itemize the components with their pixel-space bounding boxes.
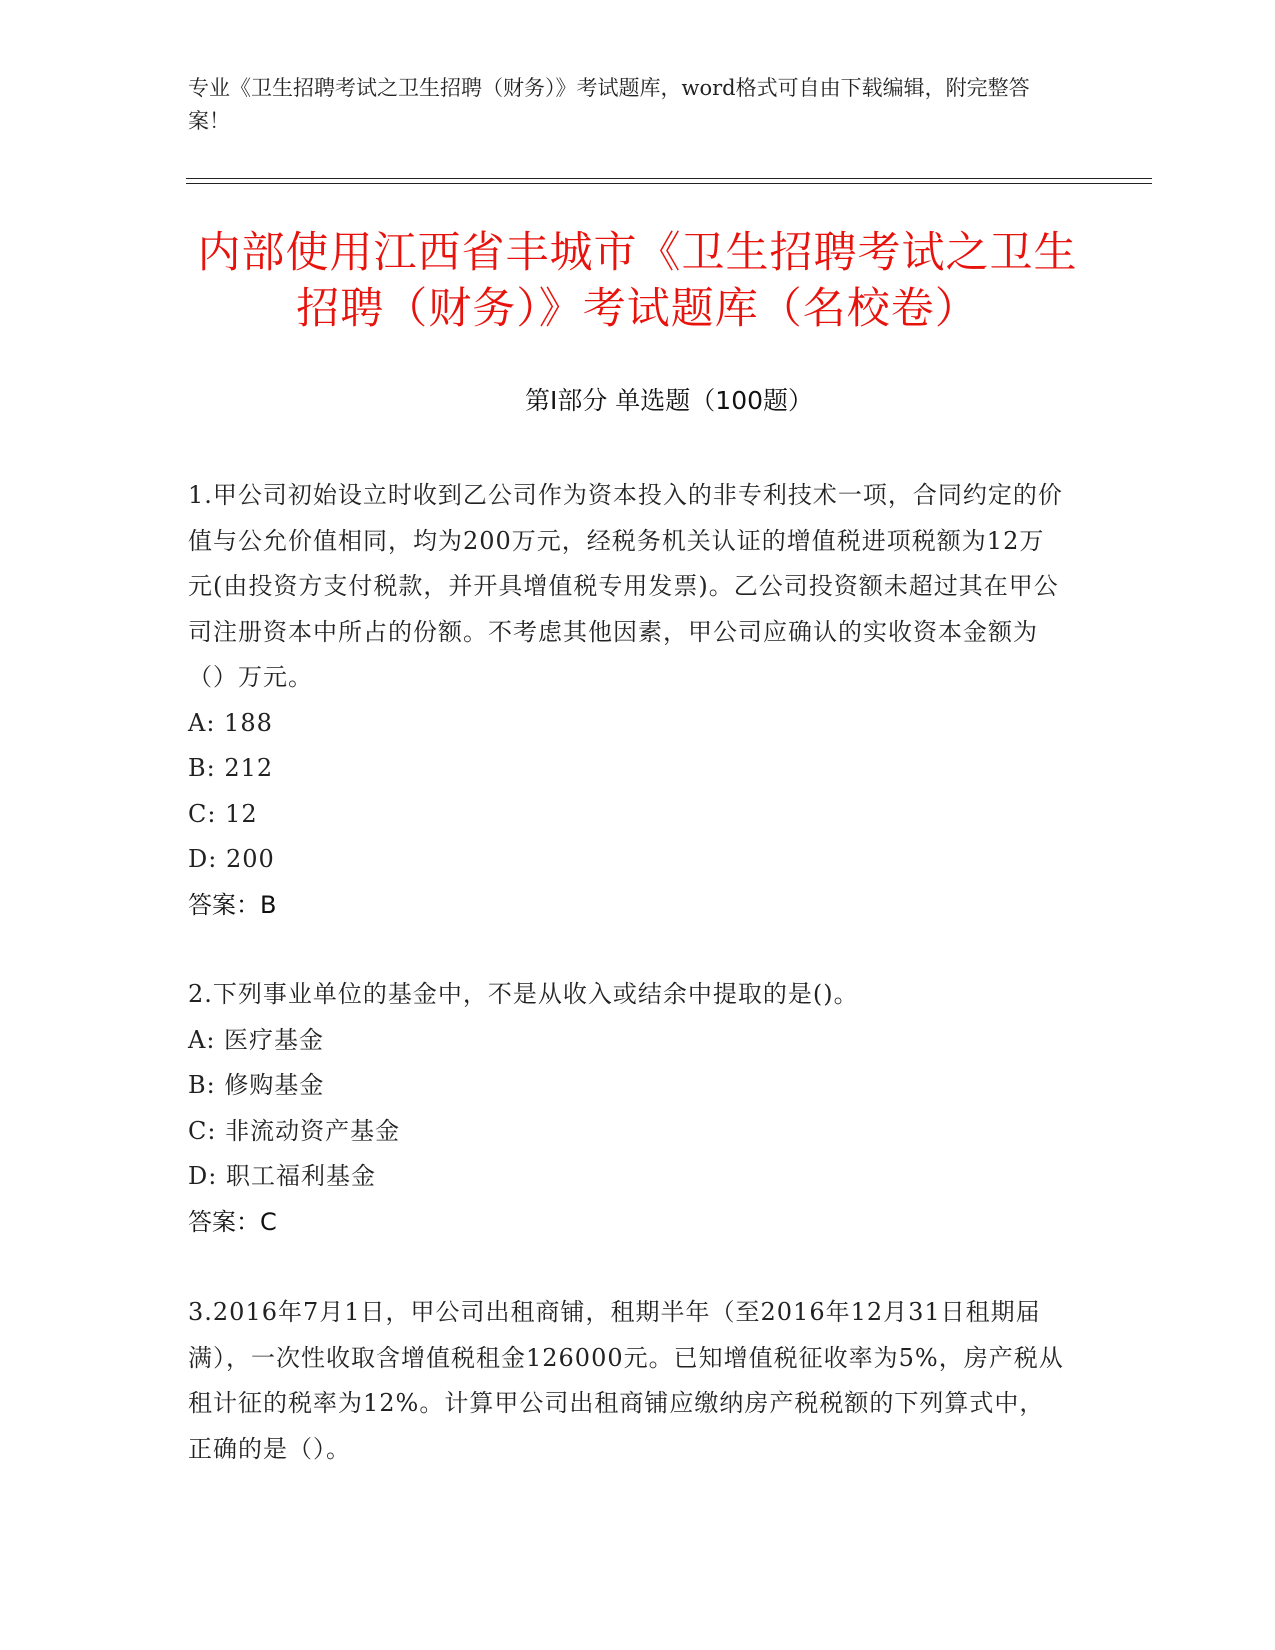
- option-a: A: 医疗基金: [188, 1025, 325, 1054]
- question-text: 2.下列事业单位的基金中，不是从收入或结余中提取的是()。: [188, 980, 859, 1008]
- option-b: B: 修购基金: [188, 1071, 325, 1099]
- question-1: [188, 473, 1068, 928]
- question-2: [188, 972, 1068, 1245]
- option-c: C: 12: [188, 799, 258, 828]
- option-d: D: 200: [188, 845, 275, 873]
- section-heading: 第Ⅰ部分 单选题（100题）: [524, 386, 814, 415]
- document-title: 内部使用江西省丰城市《卫生招聘考试之卫生招聘（财务）》考试题库（名校卷）: [197, 228, 1078, 334]
- answer: 答案：C: [188, 1207, 277, 1236]
- question-text: 1.甲公司初始设立时收到乙公司作为资本投入的非专利技术一项，合同约定的价值与公允价值相同，均为200万元，经税务机关认证的增值税进项税额为12万元(由投资方支付税款，并开具增值税专用发票)。乙公司投资额未超过其在甲公司注册资本中所占的份额。不考虑其他因素，甲公司应确认的实收资本金额为（）万元。: [188, 481, 1063, 691]
- option-c: C: 非流动资产基金: [188, 1116, 401, 1145]
- question-text: 3.2016年7月1日，甲公司出租商铺，租期半年（至2016年12月31日租期届满），一次性收取含增值税租金126000元。已知增值税征收率为5%，房产税从租计征的税率为12%。计算甲公司出租商铺应缴纳房产税税额的下列算式中，正确的是（）。: [188, 1298, 1064, 1463]
- option-b: B: 212: [188, 754, 274, 782]
- option-d: D: 职工福利基金: [188, 1162, 376, 1190]
- answer: 答案：B: [188, 890, 277, 919]
- header-note: 专业《卫生招聘考试之卫生招聘（财务）》考试题库，word格式可自由下载编辑，附完整答案！: [188, 76, 1030, 133]
- question-3: [188, 1290, 1068, 1472]
- header-rule-bottom: [186, 183, 1152, 184]
- option-a: A: 188: [188, 708, 273, 737]
- header-rule-top: [186, 178, 1152, 179]
